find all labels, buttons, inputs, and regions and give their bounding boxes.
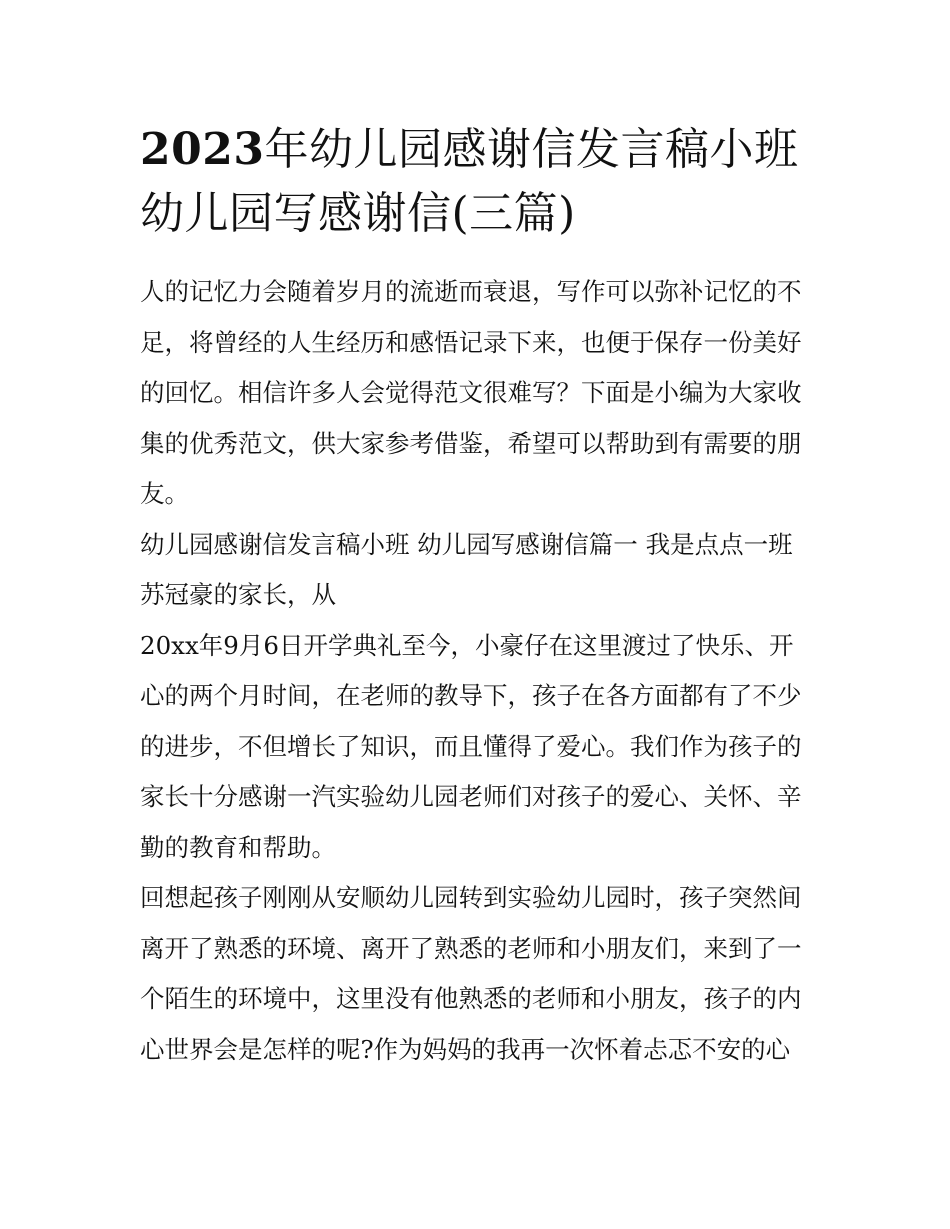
document-title (140, 118, 812, 246)
body-paragraph: 回想起孩子刚刚从安顺幼儿园转到实验幼儿园时，孩子突然间离开了熟悉的环境、离开了熟悉的老师和小朋友们，来到了一个陌生的环境中，这里没有他熟悉的老师和小朋友，孩子的内心世界会是怎样的呢?作为妈妈的我再一次怀着忐忑不安的心 (140, 883, 802, 1064)
intro-paragraph: 人的记忆力会随着岁月的流逝而衰退，写作可以弥补记忆的不足，将曾经的人生经历和感悟记录下来，也便于保存一份美好的回忆。相信许多人会觉得范文很难写？下面是小编为大家收集的优秀范文，供大家参考借鉴，希望可以帮助到有需要的朋友。 (140, 277, 802, 508)
title-text: 年幼儿园感谢信发言稿小班 幼儿园写感谢信(三篇) (140, 124, 799, 239)
section-heading-paragraph: 幼儿园感谢信发言稿小班 幼儿园写感谢信篇一 我是点点一班苏冠豪的家长，从 (140, 529, 793, 609)
title-year: 2023 (140, 124, 265, 175)
document-content (140, 118, 812, 1075)
body-paragraph: 20xx年9月6日开学典礼至今，小豪仔在这里渡过了快乐、开心的两个月时间，在老师的教导下，孩子在各方面都有了不少的进步，不但增长了知识，而且懂得了爱心。我们作为孩子的家长十分感谢一汽实验幼儿园老师们对孩子的爱心、关怀、辛勤的教育和帮助。 (140, 630, 802, 862)
